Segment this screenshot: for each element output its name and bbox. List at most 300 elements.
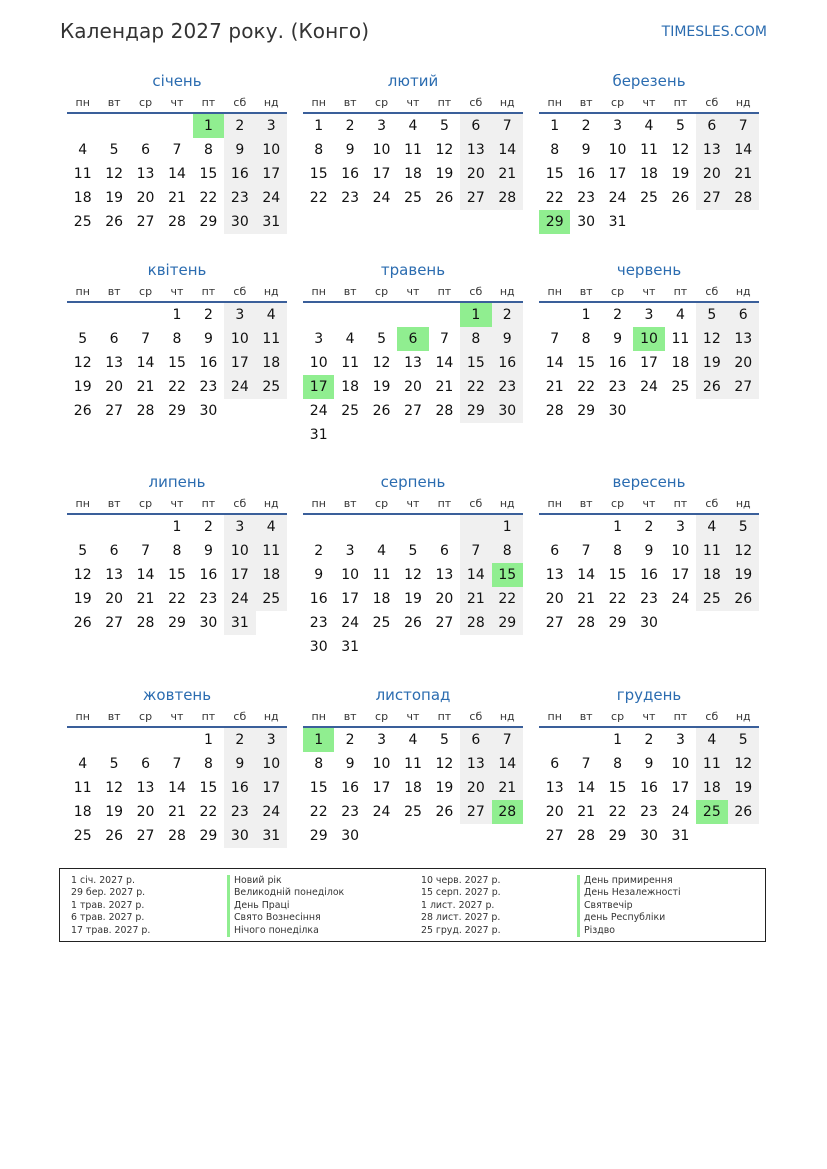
day-cell: 6 xyxy=(439,543,449,559)
weekday-header: ср xyxy=(130,710,161,728)
day-cell: 25 xyxy=(404,190,422,206)
day-cell: 30 xyxy=(608,403,627,419)
holiday-day: 6 xyxy=(397,327,428,351)
holiday-day: 29 xyxy=(539,210,570,234)
day-cell: 18 xyxy=(640,166,658,182)
month-calendar xyxy=(67,685,287,848)
weekday-header: чт xyxy=(161,285,192,303)
day-cell: 9 xyxy=(581,142,591,158)
day-cell: 24 xyxy=(309,403,328,419)
day-cell: 16 xyxy=(577,166,596,182)
weekday-header: пн xyxy=(67,710,98,728)
day-cell: 21 xyxy=(492,162,523,186)
weekday-header: нд xyxy=(256,710,287,728)
holiday-day: 1 xyxy=(193,114,224,138)
day-cell: 28 xyxy=(136,403,155,419)
day-cell: 26 xyxy=(404,615,422,631)
weekday-header: нд xyxy=(492,285,523,303)
weekday-header: нд xyxy=(492,96,523,114)
day-cell: 21 xyxy=(168,804,186,820)
month-calendar xyxy=(67,472,287,635)
day-cell: 28 xyxy=(492,186,523,210)
day-cell: 1 xyxy=(550,118,560,134)
day-cell: 13 xyxy=(136,780,155,796)
legend-dates-2 xyxy=(421,875,501,937)
day-cell: 22 xyxy=(168,379,186,395)
day-cell: 9 xyxy=(203,543,213,559)
day-cell: 3 xyxy=(314,331,324,347)
day-cell: 21 xyxy=(136,591,155,607)
day-cell: 29 xyxy=(309,828,328,844)
day-cell: 5 xyxy=(728,515,759,539)
day-cell: 21 xyxy=(492,776,523,800)
day-cell: 22 xyxy=(492,587,523,611)
weekday-header: пт xyxy=(665,710,696,728)
day-cell: 13 xyxy=(105,567,124,583)
weekday-header: пн xyxy=(67,497,98,515)
day-cell: 2 xyxy=(613,307,623,323)
day-cell: 31 xyxy=(224,611,255,635)
day-cell: 14 xyxy=(168,166,186,182)
day-cell: 16 xyxy=(608,355,627,371)
weekday-header: пт xyxy=(429,285,460,303)
day-cell: 3 xyxy=(256,728,287,752)
day-cell: 5 xyxy=(696,303,727,327)
weekday-header: вт xyxy=(98,710,129,728)
day-cell: 23 xyxy=(608,379,627,395)
holiday-day: 10 xyxy=(633,327,664,351)
weekday-header: ср xyxy=(366,96,397,114)
day-cell: 12 xyxy=(728,752,759,776)
month-name: січень xyxy=(152,72,202,90)
day-cell: 28 xyxy=(136,615,155,631)
day-cell: 28 xyxy=(545,403,564,419)
day-cell: 4 xyxy=(78,756,88,772)
weekday-header: нд xyxy=(728,96,759,114)
month-name: лютий xyxy=(387,72,439,90)
month-name: серпень xyxy=(380,473,446,491)
legend-date: 25 груд. 2027 р. xyxy=(421,924,501,936)
day-cell: 27 xyxy=(136,214,155,230)
day-cell: 16 xyxy=(492,351,523,375)
legend-date: 10 черв. 2027 р. xyxy=(421,875,501,886)
day-cell: 14 xyxy=(460,563,491,587)
day-cell: 31 xyxy=(341,639,360,655)
empty-day xyxy=(366,303,397,327)
day-cell: 30 xyxy=(640,828,658,844)
weekday-header: нд xyxy=(728,497,759,515)
month-grid xyxy=(539,285,759,423)
weekday-header: пн xyxy=(539,710,570,728)
month-name: вересень xyxy=(612,473,686,491)
day-cell: 30 xyxy=(199,403,218,419)
day-cell: 9 xyxy=(345,756,355,772)
day-cell: 8 xyxy=(550,142,560,158)
day-cell: 12 xyxy=(435,756,454,772)
weekday-header: ср xyxy=(602,285,633,303)
day-cell: 2 xyxy=(224,728,255,752)
day-cell: 19 xyxy=(73,379,92,395)
day-cell: 16 xyxy=(640,567,658,583)
holiday-day: 28 xyxy=(492,800,523,824)
day-cell: 5 xyxy=(408,543,418,559)
legend-holiday: Великодній понеділок xyxy=(227,887,344,899)
weekday-header: чт xyxy=(397,497,428,515)
day-cell: 17 xyxy=(224,563,255,587)
empty-day xyxy=(334,515,365,539)
day-cell: 14 xyxy=(577,780,596,796)
weekday-header: вт xyxy=(334,285,365,303)
weekday-header: вт xyxy=(570,285,601,303)
day-cell: 3 xyxy=(224,515,255,539)
day-cell: 29 xyxy=(492,611,523,635)
weekday-header: нд xyxy=(256,285,287,303)
day-cell: 6 xyxy=(696,114,727,138)
day-cell: 25 xyxy=(372,615,391,631)
day-cell: 25 xyxy=(341,403,360,419)
weekday-header: сб xyxy=(460,497,491,515)
day-cell: 17 xyxy=(341,591,360,607)
day-cell: 31 xyxy=(309,427,328,443)
day-cell: 3 xyxy=(256,114,287,138)
day-cell: 30 xyxy=(309,639,328,655)
weekday-header: нд xyxy=(492,497,523,515)
weekday-header: пт xyxy=(665,96,696,114)
day-cell: 14 xyxy=(435,355,454,371)
day-cell: 11 xyxy=(640,142,658,158)
day-cell: 15 xyxy=(577,355,596,371)
day-cell: 17 xyxy=(608,166,627,182)
day-cell: 28 xyxy=(577,828,596,844)
day-cell: 27 xyxy=(696,186,727,210)
month-grid xyxy=(303,96,523,210)
day-cell: 15 xyxy=(199,780,218,796)
day-cell: 1 xyxy=(581,307,591,323)
day-cell: 9 xyxy=(644,756,654,772)
day-cell: 23 xyxy=(341,804,360,820)
legend-holiday: Різдво xyxy=(577,925,681,937)
weekday-header: пн xyxy=(539,285,570,303)
day-cell: 18 xyxy=(696,776,727,800)
day-cell: 26 xyxy=(73,615,92,631)
day-cell: 28 xyxy=(168,214,186,230)
weekday-header: пт xyxy=(665,497,696,515)
day-cell: 22 xyxy=(577,379,596,395)
day-cell: 20 xyxy=(460,776,491,800)
weekday-header: чт xyxy=(633,285,664,303)
day-cell: 8 xyxy=(613,756,623,772)
day-cell: 15 xyxy=(608,780,627,796)
weekday-header: пт xyxy=(193,285,224,303)
day-cell: 8 xyxy=(203,756,213,772)
day-cell: 8 xyxy=(460,327,491,351)
weekday-header: пт xyxy=(665,285,696,303)
day-cell: 11 xyxy=(696,539,727,563)
empty-day xyxy=(130,515,161,539)
day-cell: 29 xyxy=(199,828,218,844)
day-cell: 9 xyxy=(314,567,324,583)
day-cell: 13 xyxy=(136,166,155,182)
day-cell: 5 xyxy=(675,118,685,134)
day-cell: 28 xyxy=(728,186,759,210)
day-cell: 29 xyxy=(168,403,186,419)
day-cell: 20 xyxy=(460,162,491,186)
day-cell: 20 xyxy=(545,591,564,607)
legend-holiday: День Праці xyxy=(227,900,344,912)
day-cell: 27 xyxy=(105,615,124,631)
day-cell: 5 xyxy=(439,118,449,134)
day-cell: 14 xyxy=(728,138,759,162)
day-cell: 10 xyxy=(309,355,328,371)
day-cell: 17 xyxy=(224,351,255,375)
day-cell: 4 xyxy=(644,118,654,134)
day-cell: 4 xyxy=(408,118,418,134)
day-cell: 29 xyxy=(460,399,491,423)
day-cell: 19 xyxy=(372,379,391,395)
day-cell: 18 xyxy=(256,563,287,587)
empty-day xyxy=(539,515,570,539)
weekday-header: пт xyxy=(193,497,224,515)
month-calendar xyxy=(303,260,523,447)
day-cell: 3 xyxy=(345,543,355,559)
day-cell: 26 xyxy=(728,587,759,611)
holiday-day: 1 xyxy=(460,303,491,327)
day-cell: 22 xyxy=(608,804,627,820)
day-cell: 21 xyxy=(728,162,759,186)
day-cell: 16 xyxy=(224,162,255,186)
month-name: жовтень xyxy=(142,686,212,704)
day-cell: 9 xyxy=(345,142,355,158)
legend-date: 1 лист. 2027 р. xyxy=(421,899,495,911)
day-cell: 2 xyxy=(203,519,213,535)
holiday-day: 15 xyxy=(492,563,523,587)
day-cell: 1 xyxy=(172,519,182,535)
day-cell: 27 xyxy=(136,828,155,844)
day-cell: 8 xyxy=(172,331,182,347)
day-cell: 16 xyxy=(341,166,360,182)
day-cell: 17 xyxy=(671,567,690,583)
weekday-header: вт xyxy=(570,497,601,515)
day-cell: 27 xyxy=(545,828,564,844)
day-cell: 8 xyxy=(314,142,324,158)
day-cell: 11 xyxy=(256,539,287,563)
weekday-header: ср xyxy=(602,96,633,114)
day-cell: 26 xyxy=(105,828,124,844)
month-grid xyxy=(303,710,523,848)
day-cell: 24 xyxy=(224,375,255,399)
day-cell: 18 xyxy=(671,355,690,371)
day-cell: 2 xyxy=(581,118,591,134)
day-cell: 10 xyxy=(256,752,287,776)
weekday-header: пн xyxy=(539,96,570,114)
day-cell: 11 xyxy=(671,331,690,347)
day-cell: 21 xyxy=(577,804,596,820)
day-cell: 24 xyxy=(256,186,287,210)
legend-date: 1 січ. 2027 р. xyxy=(71,875,135,886)
empty-day xyxy=(303,515,334,539)
day-cell: 7 xyxy=(581,756,591,772)
weekday-header: сб xyxy=(224,96,255,114)
month-name: грудень xyxy=(616,686,682,704)
day-cell: 20 xyxy=(105,591,124,607)
day-cell: 2 xyxy=(345,118,355,134)
legend-date: 17 трав. 2027 р. xyxy=(71,924,151,936)
legend-dates-1 xyxy=(71,875,150,937)
weekday-header: нд xyxy=(728,285,759,303)
day-cell: 19 xyxy=(105,804,124,820)
month-calendar xyxy=(539,260,759,423)
day-cell: 27 xyxy=(105,403,124,419)
site-link[interactable]: TIMESLES.COM xyxy=(661,24,767,40)
weekday-header: пт xyxy=(429,710,460,728)
day-cell: 13 xyxy=(696,138,727,162)
weekday-header: ср xyxy=(366,497,397,515)
day-cell: 17 xyxy=(256,776,287,800)
month-calendar xyxy=(67,71,287,234)
day-cell: 19 xyxy=(728,776,759,800)
day-cell: 19 xyxy=(435,166,454,182)
day-cell: 3 xyxy=(224,303,255,327)
day-cell: 11 xyxy=(73,166,92,182)
day-cell: 16 xyxy=(199,567,218,583)
day-cell: 19 xyxy=(73,591,92,607)
weekday-header: чт xyxy=(161,96,192,114)
month-name: липень xyxy=(148,473,206,491)
day-cell: 11 xyxy=(404,142,422,158)
day-cell: 29 xyxy=(199,214,218,230)
day-cell: 30 xyxy=(224,824,255,848)
weekday-header: сб xyxy=(460,710,491,728)
day-cell: 21 xyxy=(577,591,596,607)
day-cell: 13 xyxy=(404,355,422,371)
day-cell: 11 xyxy=(73,780,92,796)
month-calendar xyxy=(539,472,759,635)
day-cell: 3 xyxy=(377,732,387,748)
day-cell: 6 xyxy=(460,728,491,752)
legend-holiday: День Незалежності xyxy=(577,887,681,899)
empty-day xyxy=(67,728,98,752)
weekday-header: пн xyxy=(539,497,570,515)
day-cell: 10 xyxy=(372,142,391,158)
day-cell: 22 xyxy=(545,190,564,206)
legend-holiday: Святвечір xyxy=(577,900,681,912)
day-cell: 25 xyxy=(640,190,658,206)
day-cell: 7 xyxy=(728,114,759,138)
day-cell: 6 xyxy=(460,114,491,138)
day-cell: 28 xyxy=(168,828,186,844)
day-cell: 24 xyxy=(372,804,391,820)
day-cell: 24 xyxy=(341,615,360,631)
empty-day xyxy=(98,303,129,327)
day-cell: 14 xyxy=(492,752,523,776)
weekday-header: вт xyxy=(334,96,365,114)
day-cell: 27 xyxy=(728,375,759,399)
day-cell: 23 xyxy=(640,804,658,820)
day-cell: 18 xyxy=(404,166,422,182)
day-cell: 7 xyxy=(550,331,560,347)
day-cell: 6 xyxy=(141,756,151,772)
weekday-header: сб xyxy=(696,497,727,515)
day-cell: 3 xyxy=(644,307,654,323)
day-cell: 22 xyxy=(168,591,186,607)
day-cell: 21 xyxy=(460,587,491,611)
day-cell: 12 xyxy=(696,327,727,351)
day-cell: 30 xyxy=(341,828,360,844)
day-cell: 7 xyxy=(172,142,182,158)
day-cell: 16 xyxy=(224,776,255,800)
month-name: квітень xyxy=(147,261,207,279)
day-cell: 25 xyxy=(671,379,690,395)
day-cell: 31 xyxy=(256,210,287,234)
weekday-header: сб xyxy=(696,710,727,728)
day-cell: 26 xyxy=(73,403,92,419)
day-cell: 23 xyxy=(199,591,218,607)
day-cell: 15 xyxy=(168,355,186,371)
empty-day xyxy=(303,303,334,327)
weekday-header: пн xyxy=(303,710,334,728)
day-cell: 29 xyxy=(608,828,627,844)
day-cell: 14 xyxy=(492,138,523,162)
holiday-legend xyxy=(59,868,766,942)
day-cell: 4 xyxy=(256,303,287,327)
day-cell: 5 xyxy=(439,732,449,748)
day-cell: 18 xyxy=(696,563,727,587)
day-cell: 7 xyxy=(172,756,182,772)
legend-date: 15 серп. 2027 р. xyxy=(421,887,501,899)
day-cell: 14 xyxy=(168,780,186,796)
day-cell: 26 xyxy=(372,403,391,419)
day-cell: 25 xyxy=(256,375,287,399)
holiday-day: 1 xyxy=(303,728,334,752)
day-cell: 17 xyxy=(671,780,690,796)
day-cell: 30 xyxy=(492,399,523,423)
day-cell: 22 xyxy=(460,375,491,399)
day-cell: 4 xyxy=(345,331,355,347)
day-cell: 23 xyxy=(224,800,255,824)
day-cell: 5 xyxy=(728,728,759,752)
day-cell: 2 xyxy=(644,519,654,535)
day-cell: 30 xyxy=(224,210,255,234)
day-cell: 11 xyxy=(404,756,422,772)
weekday-header: пн xyxy=(67,285,98,303)
legend-holiday: день Республіки xyxy=(577,912,681,924)
day-cell: 7 xyxy=(460,539,491,563)
day-cell: 20 xyxy=(435,591,454,607)
day-cell: 2 xyxy=(492,303,523,327)
day-cell: 9 xyxy=(224,752,255,776)
day-cell: 12 xyxy=(372,355,391,371)
empty-day xyxy=(397,303,428,327)
day-cell: 28 xyxy=(435,403,454,419)
day-cell: 10 xyxy=(671,543,690,559)
day-cell: 7 xyxy=(492,728,523,752)
day-cell: 26 xyxy=(435,804,454,820)
day-cell: 8 xyxy=(581,331,591,347)
day-cell: 15 xyxy=(608,567,627,583)
empty-day xyxy=(98,515,129,539)
empty-day xyxy=(366,515,397,539)
weekday-header: нд xyxy=(256,497,287,515)
month-calendar xyxy=(539,71,759,234)
weekday-header: сб xyxy=(224,497,255,515)
day-cell: 10 xyxy=(224,327,255,351)
day-cell: 15 xyxy=(460,351,491,375)
month-grid xyxy=(539,497,759,635)
day-cell: 20 xyxy=(728,351,759,375)
day-cell: 12 xyxy=(105,166,124,182)
day-cell: 2 xyxy=(314,543,324,559)
day-cell: 23 xyxy=(309,615,328,631)
